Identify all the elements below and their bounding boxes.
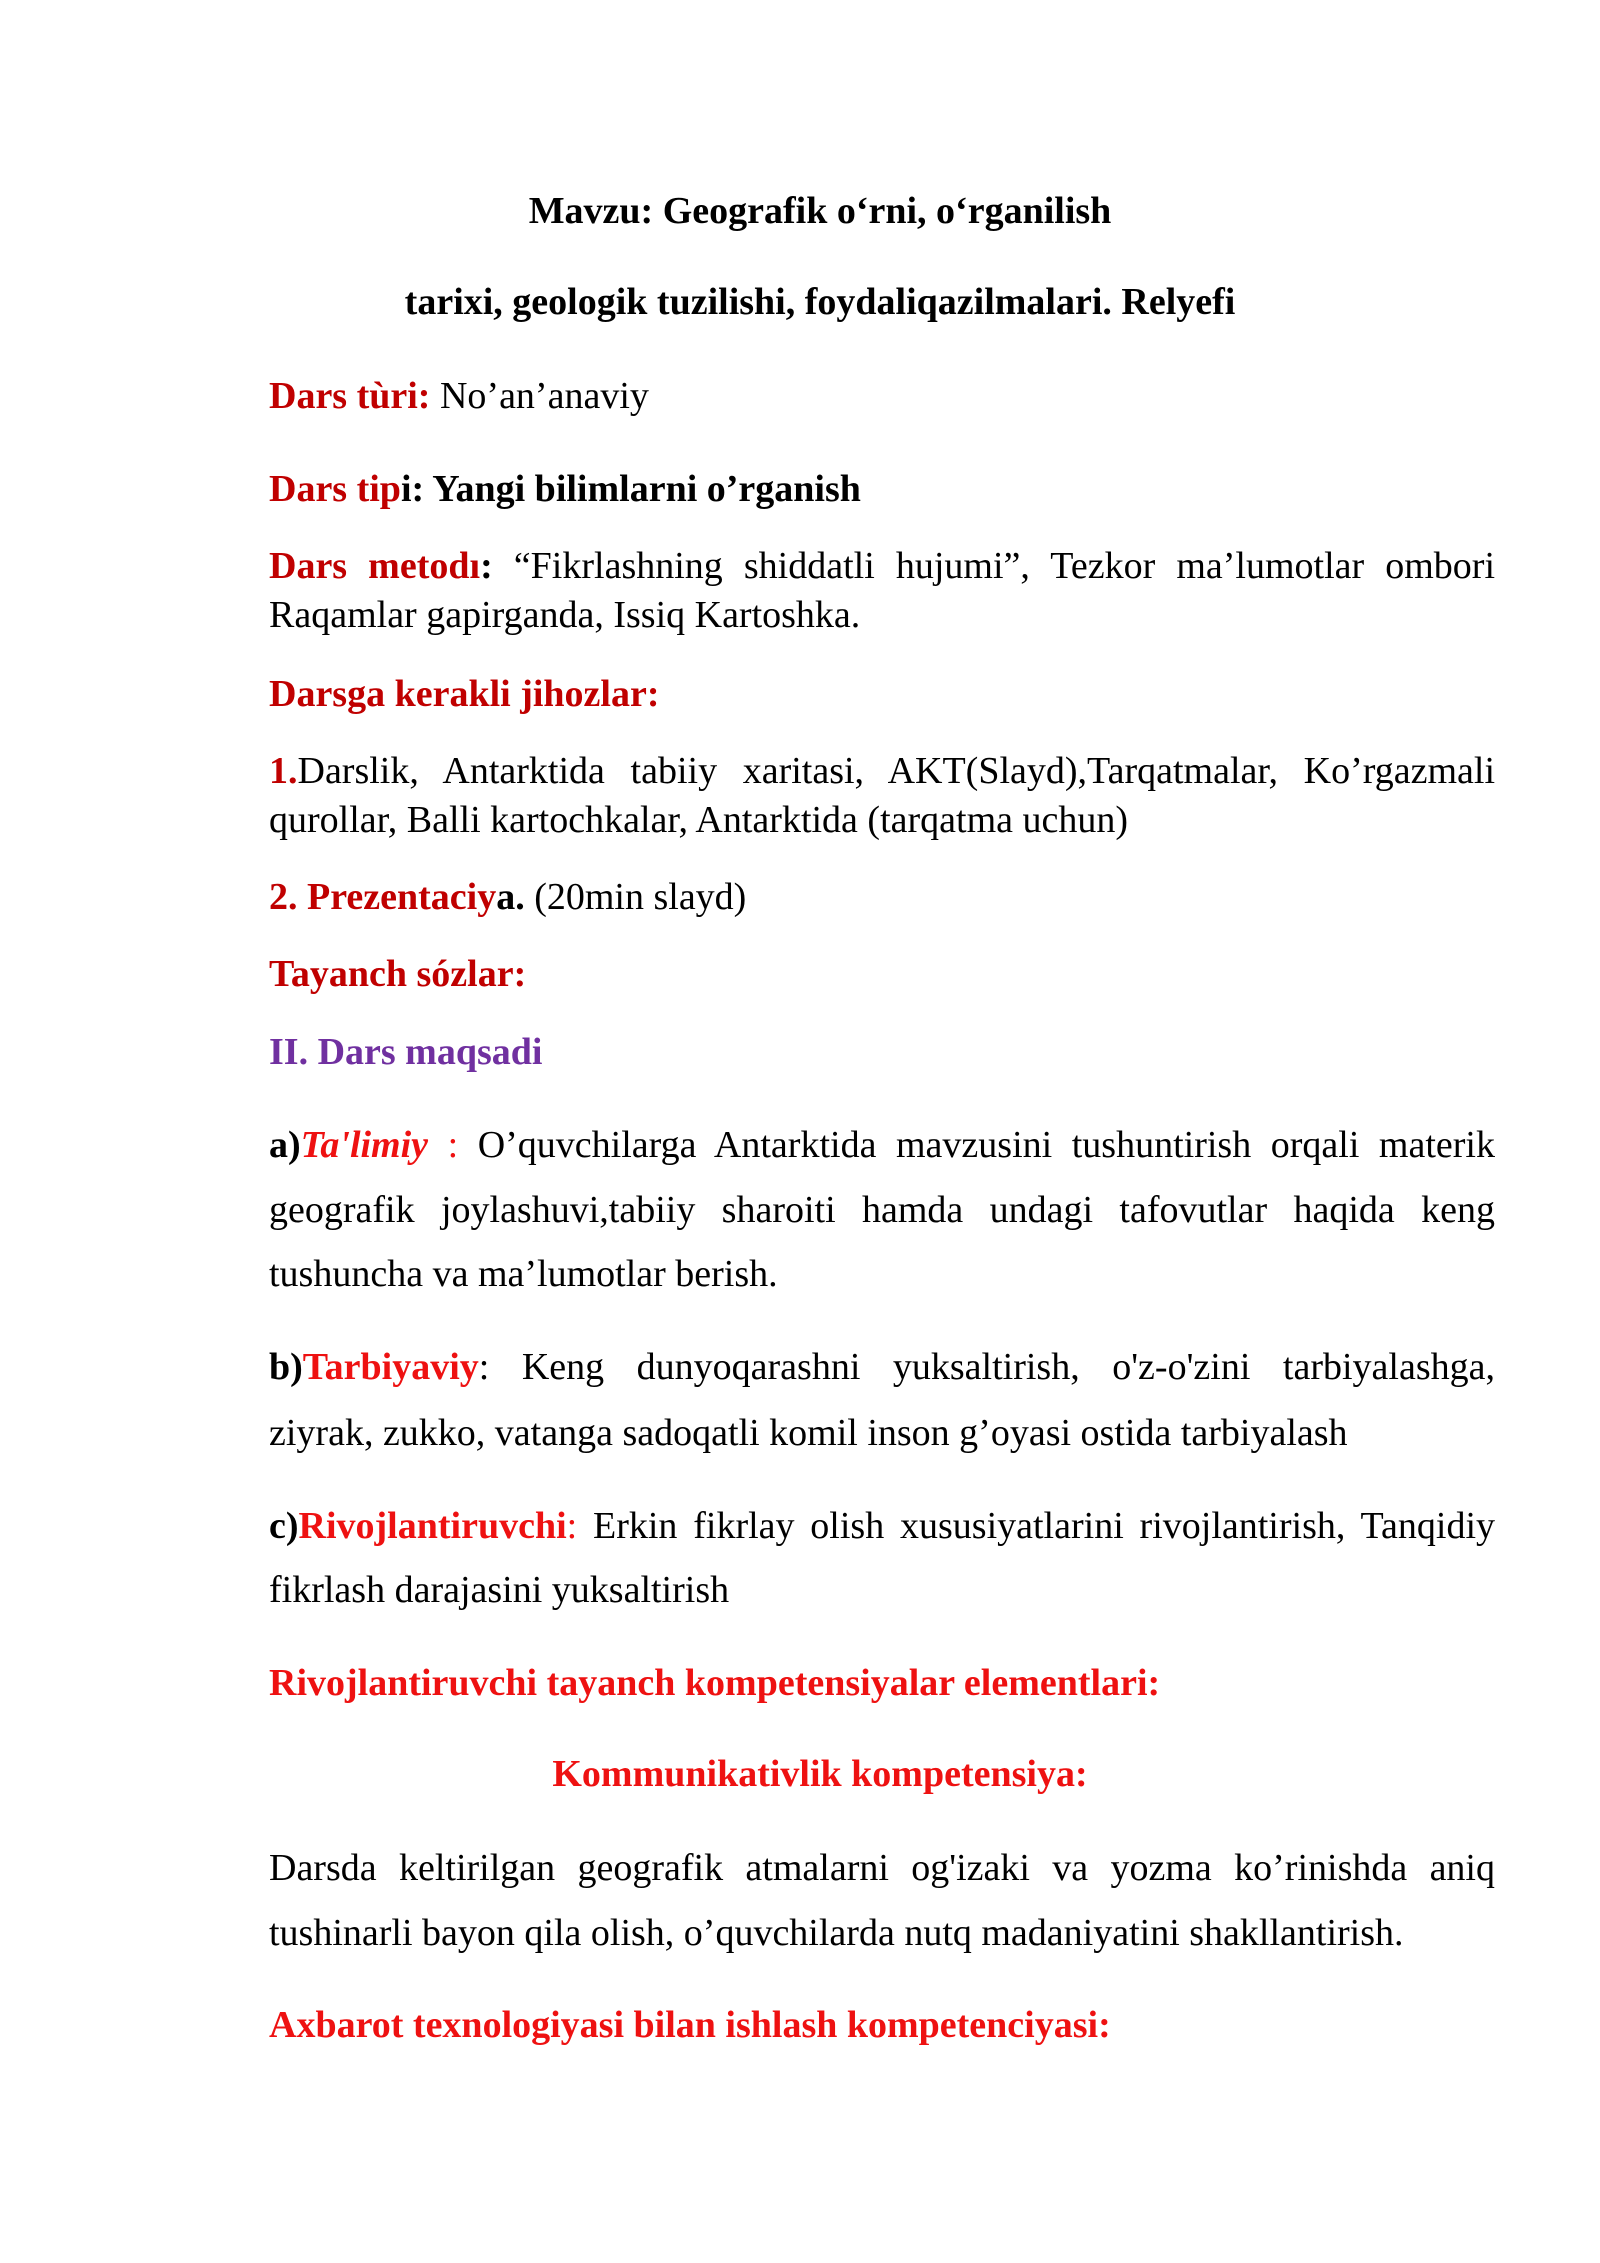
jihozlar-item-2-text: (20min slayd) <box>524 876 747 918</box>
axborot-heading: Axbarot texnologiyasi bilan ishlash kompetenciyasi: <box>269 2004 1111 2046</box>
talimiy-separator: : <box>428 1124 459 1166</box>
talimiy-line-2: geografik joylashuvi,tabiiy sharoiti hamda undagi tafovutlar haqida keng <box>269 1189 1495 1231</box>
dars-metodi-colon: : <box>480 545 493 587</box>
dars-metodi-label: Dars metodı <box>269 545 481 587</box>
kommunikativlik-heading: Kommunikativlik kompetensiya: <box>552 1753 1088 1795</box>
tarbiyaviy-separator: : <box>478 1346 490 1388</box>
tarbiyaviy-line-1 <box>269 1344 1495 1390</box>
dars-metodi-line-1 <box>269 543 1495 589</box>
talimiy-label: Ta'limiy <box>300 1124 429 1166</box>
jihozlar-item-2-label-end: a. <box>496 876 525 918</box>
tarbiyaviy-line-2: ziyrak, zukko, vatanga sadoqatli komil inson g’oyasi ostida tarbiyalash <box>269 1412 1348 1454</box>
jihozlar-heading: Darsga kerakli jihozlar: <box>269 673 660 715</box>
jihozlar-item-1-line-2: qurollar, Balli kartochkalar, Antarktida (tarqatma uchun) <box>269 799 1129 841</box>
dars-turi-row <box>269 373 1495 419</box>
jihozlar-item-2-label: 2. Prezentaciy <box>269 876 497 918</box>
tarbiyaviy-text: Keng dunyoqarashni yuksaltirish, o'z-o'zini tarbiyalashga, <box>489 1346 1495 1388</box>
rivojlantiruvchi-text: Erkin fikrlay olish xususiyatlarini rivojlantirish, Tanqidiy <box>577 1505 1495 1547</box>
rivojlantiruvchi-label: Rivojlantiruvchi <box>298 1505 567 1547</box>
jihozlar-item-2 <box>269 874 1495 920</box>
kompetensiyalar-heading: Rivojlantiruvchi tayanch kompetensiyalar elementlari: <box>269 1662 1161 1704</box>
dars-metodi-line-2: Raqamlar gapirganda, Issiq Kartoshka. <box>269 594 861 636</box>
talimiy-marker: a) <box>269 1124 301 1166</box>
talimiy-text: O’quvchilarga Antarktida mavzusini tushuntirish orqali materik <box>458 1124 1495 1166</box>
dars-tipi-label-end: i: <box>400 468 425 510</box>
dars-turi-label: Dars tùri: <box>269 375 431 417</box>
dars-metodi-text: “Fikrlashning shiddatli hujumi”, Tezkor ma’lumotlar ombori <box>492 545 1495 587</box>
rivojlantiruvchi-line-1 <box>269 1503 1495 1549</box>
tayanch-sozlar-heading: Tayanch sózlar: <box>269 953 527 995</box>
dars-tipi-value: Yangi bilimlarni o’rganish <box>424 468 861 510</box>
jihozlar-item-1-line-1 <box>269 748 1495 794</box>
tarbiyaviy-label: Tarbiyaviy <box>302 1346 479 1388</box>
title-line-2: tarixi, geologik tuzilishi, foydaliqazilmalari. Relyefi <box>404 281 1236 323</box>
rivojlantiruvchi-marker: c) <box>269 1505 299 1547</box>
title-line-1: Mavzu: Geografik o‘rni, o‘rganilish <box>528 190 1112 232</box>
talimiy-line-3: tushuncha va ma’lumotlar berish. <box>269 1253 778 1295</box>
rivojlantiruvchi-separator: : <box>566 1505 578 1547</box>
talimiy-line-1 <box>269 1122 1495 1168</box>
jihozlar-item-1-number: 1. <box>269 750 298 792</box>
rivojlantiruvchi-line-2: fikrlash darajasini yuksaltirish <box>269 1569 730 1611</box>
dars-tipi-label: Dars tip <box>269 468 401 510</box>
kommunikativlik-line-1: Darsda keltirilgan geografik atmalarni og'izaki va yozma ko’rinishda aniq <box>269 1847 1495 1889</box>
jihozlar-item-1-text: Darslik, Antarktida tabiiy xaritasi, AKT(Slayd),Tarqatmalar, Ko’rgazmali <box>297 750 1495 792</box>
tarbiyaviy-marker: b) <box>269 1346 303 1388</box>
kommunikativlik-line-2: tushinarli bayon qila olish, o’quvchilarda nutq madaniyatini shakllantirish. <box>269 1912 1404 1954</box>
dars-tipi-row <box>269 466 1495 512</box>
dars-turi-value: No’an’anaviy <box>430 375 649 417</box>
dars-maqsadi-heading: II. Dars maqsadi <box>269 1031 543 1073</box>
